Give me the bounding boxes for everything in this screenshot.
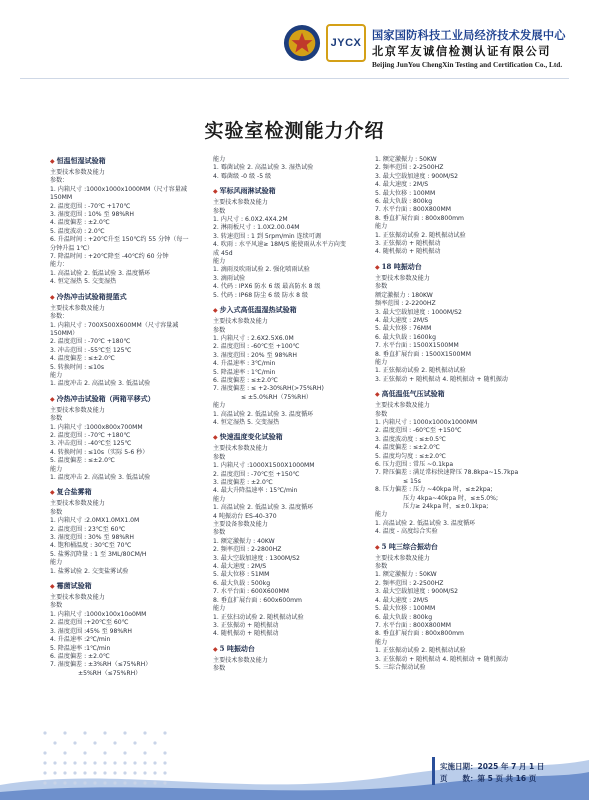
decor-dot bbox=[83, 781, 86, 784]
spec-line: 4. 升温速率 :2℃/min bbox=[50, 636, 111, 644]
diamond-bullet-icon: ◆ bbox=[375, 263, 380, 271]
spec-line: 2. 温度范围 : -70℃ +180℃ bbox=[50, 431, 131, 439]
spec-line: 8. 垂直扩展台面 : 1500X1500MM bbox=[375, 350, 471, 358]
spec-line: 7. 湿度偏差 : ≤ +2-30%RH(>75%RH) bbox=[213, 385, 324, 393]
org-name-line1: 国家国防科技工业局经济技术发展中心 bbox=[372, 29, 566, 42]
spec-line: 5. 最大位移 : 76MM bbox=[375, 325, 432, 333]
section-title-text: 高低温低气压试验箱 bbox=[381, 389, 445, 399]
decor-dot bbox=[43, 781, 46, 784]
diamond-bullet-icon: ◆ bbox=[213, 188, 218, 196]
spec-line: 1. 额定激振力 : 50KW bbox=[375, 571, 437, 579]
spec-line: 2. 温度范围 : -70℃ +180℃ bbox=[50, 338, 131, 346]
spec-line: 分钟升温 1℃） bbox=[50, 244, 94, 252]
decor-dot bbox=[83, 771, 86, 774]
section-title-text: 快速温度变化试验箱 bbox=[219, 432, 283, 442]
decor-dot bbox=[53, 761, 56, 764]
section-title bbox=[213, 186, 373, 197]
spec-line: 4. 最大升降温速率 : 15℃/min bbox=[213, 487, 298, 495]
decor-dot bbox=[93, 741, 96, 744]
spec-line: 额定激振力 : 180KW bbox=[375, 291, 433, 299]
spec-line: 1. 正弦振动试验 2. 随机振动试验 bbox=[375, 231, 466, 239]
spec-line: 3. 最大空载加速度 : 1300M/S2 bbox=[213, 554, 300, 562]
equipment-section bbox=[375, 542, 545, 673]
decor-dot bbox=[63, 771, 66, 774]
page-title: 实验室检测能力介绍 bbox=[204, 120, 385, 142]
decor-dot bbox=[53, 771, 56, 774]
spec-line: 1. 高温试验 2. 低温试验 3. 温度循环 bbox=[375, 519, 476, 527]
section-title bbox=[213, 305, 373, 316]
decor-dot bbox=[113, 771, 116, 774]
spec-line: 7. 湿度偏差 : ±3%RH（≤75%RH） bbox=[50, 661, 152, 669]
spec-line: 3. 最大空载加速度 : 900M/S2 bbox=[375, 172, 459, 180]
diamond-bullet-icon: ◆ bbox=[213, 307, 218, 315]
section-title-text: 5 吨振动台 bbox=[219, 643, 255, 653]
spec-line: 参数 bbox=[50, 508, 63, 516]
decor-dot bbox=[43, 761, 46, 764]
decor-dot bbox=[53, 781, 56, 784]
spec-line: 主要技术参数及能力 bbox=[213, 318, 268, 326]
spec-line: 150MM） bbox=[50, 329, 79, 337]
spec-line: 能力 bbox=[213, 605, 226, 613]
spec-line: 3. 湿度范围 : 30% 至 98%RH bbox=[50, 534, 134, 542]
decor-dot bbox=[153, 741, 156, 744]
spec-line: 6. 升温时间 : +20℃升至 150℃约 55 分钟（每一 bbox=[50, 236, 189, 244]
spec-line: 4. 吹雨 : 水平风速≥ 18M/S 能使雨从水平方向变 bbox=[213, 241, 346, 249]
spec-line: 3. 冲击范围 : -55℃至 125℃ bbox=[50, 346, 132, 354]
org-name-line2: 北京军友诚信检测认证有限公司 bbox=[372, 45, 552, 58]
decor-dot bbox=[123, 761, 126, 764]
diamond-bullet-icon: ◆ bbox=[375, 391, 380, 399]
decor-dot bbox=[73, 741, 76, 744]
spec-line: 参数： bbox=[50, 313, 69, 321]
decor-dot bbox=[143, 731, 146, 734]
spec-line: 8. 压力偏差 : 压力 ~40kpa 时，≤±2kpa; bbox=[375, 486, 493, 494]
spec-line: 能力 bbox=[375, 358, 388, 366]
spec-line: 2. 频率范围 : 2-2500HZ bbox=[375, 164, 444, 172]
spec-line: 能力 bbox=[213, 495, 226, 503]
spec-line: 主要技术参数及能力 bbox=[213, 199, 268, 207]
spec-line: 主要技术参数及能力 bbox=[50, 406, 105, 414]
spec-line: 能力 bbox=[213, 402, 226, 410]
diamond-bullet-icon: ◆ bbox=[213, 434, 218, 442]
spec-line: 参数 bbox=[50, 602, 63, 610]
decor-dot bbox=[133, 771, 136, 774]
logo-text: JYCX bbox=[330, 37, 362, 49]
decor-dot bbox=[143, 761, 146, 764]
diamond-bullet-icon: ◆ bbox=[50, 583, 55, 591]
spec-line: 8. 垂直扩展台面 : 600x600mm bbox=[213, 596, 302, 604]
page-count bbox=[440, 773, 536, 784]
spec-line: ≤ 15s bbox=[403, 477, 421, 485]
spec-line: 4. 最大速度 : 2M/S bbox=[375, 316, 429, 324]
spec-line: 1. 高温试验 2. 低温试验 3. 温度循环 bbox=[213, 410, 314, 418]
spec-line: 7. 水平台面 : 800X800MM bbox=[375, 206, 452, 214]
decor-dot bbox=[83, 731, 86, 734]
section-title bbox=[375, 542, 545, 553]
spec-line: 150MM bbox=[50, 194, 73, 202]
spec-line: 5. 最大位移 : 100MM bbox=[375, 189, 436, 197]
spec-line: 2. 温度范围 : -70℃ +170℃ bbox=[50, 202, 131, 210]
diamond-bullet-icon: ◆ bbox=[375, 543, 380, 551]
section-title-text: 步入式高低温湿热试验箱 bbox=[219, 305, 297, 315]
spec-line: 4. 随机振动 + 随机振动 bbox=[375, 248, 441, 256]
equipment-section bbox=[375, 156, 545, 257]
spec-line: 1. 滴雨及吹雨试验 2. 强化喷雨试验 bbox=[213, 266, 310, 274]
spec-line: 1. 正弦扫动试验 2. 随机振动试验 bbox=[213, 613, 304, 621]
decor-dot bbox=[143, 751, 146, 754]
column-left bbox=[50, 156, 208, 683]
spec-line: 能力： bbox=[50, 261, 69, 269]
spec-line: 3. 湿度范围 :45% 至 98%RH bbox=[50, 627, 132, 635]
implementation-date bbox=[440, 761, 544, 772]
spec-line: 3. 正弦振动 + 随机振动 bbox=[213, 621, 279, 629]
section-title bbox=[375, 389, 545, 400]
section-title-text: 霉菌试验箱 bbox=[56, 581, 92, 591]
decor-dot bbox=[163, 751, 166, 754]
equipment-section bbox=[213, 305, 373, 427]
equipment-section bbox=[50, 487, 208, 576]
decor-dot bbox=[123, 731, 126, 734]
spec-line: 3. 温度偏差 : ±2.0℃ bbox=[213, 479, 273, 486]
section-title bbox=[50, 156, 208, 167]
decor-dot bbox=[113, 741, 116, 744]
spec-line: 参数 bbox=[375, 283, 388, 291]
section-title bbox=[375, 262, 545, 273]
diamond-bullet-icon: ◆ bbox=[50, 293, 55, 301]
decor-dot bbox=[103, 781, 106, 784]
spec-line: 6. 最大负载 : 800kg bbox=[375, 198, 433, 206]
spec-line: 主要设备参数及能力 bbox=[213, 521, 268, 529]
spec-line: 4. 最大速度 : 2M/S bbox=[375, 596, 429, 604]
equipment-section bbox=[213, 644, 373, 674]
decor-dot bbox=[53, 741, 56, 744]
decor-dot bbox=[63, 731, 66, 734]
decor-dot bbox=[83, 761, 86, 764]
decor-dot bbox=[73, 771, 76, 774]
section-title bbox=[50, 394, 208, 405]
decor-dot bbox=[113, 761, 116, 764]
decor-dot bbox=[133, 761, 136, 764]
spec-line: 1. 高温试验 2. 低温试验 3. 温度循环 bbox=[50, 269, 151, 277]
spec-line: 1. 温度冲击 2. 高温试验 3. 低温试验 bbox=[50, 380, 151, 388]
spec-line: 4. 转换时间 : ≤10s（实际 5-6 秒） bbox=[50, 448, 149, 456]
page-label: 页 数： bbox=[440, 774, 478, 783]
spec-line: 参数 bbox=[50, 415, 63, 423]
decor-dot bbox=[163, 731, 166, 734]
spec-line: 1. 盐雾试验 2. 交变盐雾试验 bbox=[50, 567, 129, 575]
decor-dot bbox=[93, 761, 96, 764]
decor-dot bbox=[63, 751, 66, 754]
spec-line: 5. 温度均匀度 : ≤±2.0℃ bbox=[375, 452, 446, 460]
section-title-text: 18 吨振动台 bbox=[381, 261, 422, 271]
decor-dot bbox=[43, 731, 46, 734]
decor-dot bbox=[153, 771, 156, 774]
spec-line: 4. 霉菌级 -0 级 -5 级 bbox=[213, 172, 272, 180]
org-name-english: Beijing JunYou ChengXin Testing and Certification Co., Ltd. bbox=[372, 60, 563, 69]
decor-dot bbox=[163, 781, 166, 784]
spec-line: 参数 bbox=[213, 326, 226, 334]
spec-line: 成 45d bbox=[213, 249, 233, 257]
section-title-text: 冷热冲击试验箱（两箱平移式） bbox=[56, 393, 155, 403]
spec-line: 能力 bbox=[213, 156, 226, 163]
spec-line: 5. 降温速率 :1℃/min bbox=[50, 644, 111, 652]
spec-line: 5. 降温速率 : 1℃/min bbox=[213, 368, 276, 376]
column-right bbox=[375, 156, 545, 677]
spec-line: 6. 压力范围 : 常压 ~0.1kpa bbox=[375, 461, 454, 468]
date-label: 实施日期： bbox=[440, 762, 478, 771]
decor-dot bbox=[143, 771, 146, 774]
spec-line: 能力 bbox=[375, 223, 388, 231]
decor-dot bbox=[133, 781, 136, 784]
spec-line: 能力 bbox=[375, 638, 388, 646]
decor-dot bbox=[103, 761, 106, 764]
spec-line: 1. 霉菌试验 2. 高温试验 3. 湿热试验 bbox=[213, 164, 314, 172]
section-title-text: 复合盐雾箱 bbox=[56, 487, 92, 497]
spec-line: 7. 水平台面 : 800X800MM bbox=[375, 621, 452, 629]
dot-pattern-decoration bbox=[40, 728, 170, 788]
spec-line: 4. 代码 : IPX6 防水 6 级 最高防水 8 级 bbox=[213, 283, 321, 291]
equipment-section bbox=[50, 292, 208, 389]
spec-line: 1. 内箱尺寸 : 2.6X2.5X6.0M bbox=[213, 334, 294, 342]
section-title bbox=[50, 292, 208, 303]
section-title-text: 军标风雨淋试验箱 bbox=[219, 186, 276, 196]
equipment-section bbox=[375, 389, 545, 537]
decor-dot bbox=[63, 761, 66, 764]
spec-line: ≤ ±5.0%RH（75%RH） bbox=[241, 393, 312, 401]
decor-dot bbox=[103, 751, 106, 754]
equipment-section bbox=[50, 581, 208, 678]
spec-line: 2. 频率范围 : 2-2800HZ bbox=[213, 546, 282, 554]
spec-line: 参数 bbox=[213, 207, 226, 215]
spec-line: 6. 最大负载 : 500kg bbox=[213, 579, 271, 587]
spec-line: 5. 最大位移 : 51MM bbox=[213, 571, 270, 579]
spec-line: 1. 正弦振动试验 2. 随机振动试验 bbox=[375, 647, 466, 655]
section-title-text: 恒温恒湿试验箱 bbox=[56, 156, 106, 165]
spec-line: 能力 bbox=[375, 511, 388, 519]
spec-line: 8. 垂直扩展台面 : 800x800mm bbox=[375, 630, 464, 638]
diamond-bullet-icon: ◆ bbox=[50, 158, 55, 165]
spec-line: 3. 最大空载加速度 : 1000M/S2 bbox=[375, 308, 462, 316]
spec-line: 2. 温度范围 : -70℃至 +150℃ bbox=[213, 470, 300, 478]
spec-line: 参数 bbox=[213, 453, 226, 461]
spec-line: 4. 升温速率 : 3℃/min bbox=[213, 360, 276, 368]
section-title bbox=[213, 644, 373, 655]
decor-dot bbox=[103, 731, 106, 734]
spec-line: 6. 温度偏差 : ±2.0℃ bbox=[50, 652, 110, 660]
spec-line: 2. 淋雨板尺寸 : 1.0X2.00.04M bbox=[213, 224, 300, 232]
spec-line: 3. 正弦振动 + 随机振动 4. 随机振动 + 随机振动 bbox=[375, 375, 508, 383]
spec-line: 3. 正弦振动 + 随机振动 4. 随机振动 + 随机振动 bbox=[375, 655, 508, 663]
spec-line: 主要技术参数及能力 bbox=[213, 656, 268, 664]
spec-line: 主要技术参数及能力 bbox=[375, 274, 430, 282]
page-value: 第 5 页 共 16 页 bbox=[477, 774, 537, 783]
equipment-section bbox=[50, 394, 208, 483]
section-title bbox=[50, 487, 208, 498]
spec-line: 1. 高温试验 2. 低温试验 3. 温度循环 bbox=[213, 504, 314, 512]
decor-dot bbox=[83, 751, 86, 754]
header-divider bbox=[20, 78, 569, 79]
spec-line: 4. 恒定湿热 5. 交变湿热 bbox=[50, 278, 117, 286]
spec-line: 压力 4kpa~40kpa 时，≤±5.0%; bbox=[403, 494, 498, 502]
spec-line: 4. 最大速度 : 2M/S bbox=[213, 563, 267, 571]
decor-dot bbox=[43, 771, 46, 774]
decor-dot bbox=[73, 761, 76, 764]
spec-line: 4. 最大速度 : 2M/S bbox=[375, 181, 429, 189]
spec-line: 1. 内箱尺寸 :1000x1000x1000MM（尺寸容量减 bbox=[50, 185, 187, 193]
spec-line: 4. 温度偏差 : ±2.0℃ bbox=[50, 219, 110, 227]
spec-line: 6. 最大负载 : 800kg bbox=[375, 613, 433, 621]
spec-line: 3. 冲击范围 : -40℃至 125℃ bbox=[50, 440, 132, 448]
equipment-section bbox=[213, 186, 373, 300]
spec-line: 5. 盐雾沉降量 : 1 至 3ML/80CM/H bbox=[50, 550, 147, 558]
spec-line: 2. 温度范围 : 23℃至 60℃ bbox=[50, 525, 126, 533]
decor-dot bbox=[93, 781, 96, 784]
spec-line: 主要技术参数及能力 bbox=[375, 402, 430, 410]
spec-line: 主要技术参数及能力 bbox=[50, 304, 105, 312]
spec-line: 7. 降压偏差 : 满足常标快速降压 78.8kpa~15.7kpa bbox=[375, 469, 519, 477]
spec-line: 1. 内箱尺寸 :2.0MX1.0MX1.0M bbox=[50, 517, 140, 525]
spec-line: 能力 bbox=[50, 465, 63, 473]
spec-line: 5. 最大位移 : 100MM bbox=[375, 605, 436, 613]
section-title bbox=[50, 581, 208, 592]
spec-line: 3. 正弦振动 + 随机振动 bbox=[375, 240, 441, 248]
spec-line: 1. 额定激振力 : 40KW bbox=[213, 537, 275, 545]
decor-dot bbox=[163, 761, 166, 764]
decor-dot bbox=[163, 771, 166, 774]
spec-line: ±5%RH（≤75%RH） bbox=[78, 669, 142, 677]
header bbox=[0, 0, 589, 78]
spec-line: 4. 温度偏差 : ≤±2.0℃ bbox=[375, 444, 440, 452]
spec-line: 1. 内尺寸 : 6.0X2.4X4.2M bbox=[213, 216, 288, 224]
decor-dot bbox=[113, 781, 116, 784]
spec-line: 1. 内箱尺寸 :1000x100x10o0MM bbox=[50, 610, 147, 618]
spec-line: 压力≥ 24kpa 时，≤±0.1kpa; bbox=[403, 503, 489, 511]
spec-line: 3. 转速范围 : 1 到 5rpm/min 连续可调 bbox=[213, 232, 321, 240]
spec-line: 1. 内箱尺寸 : 700X500X600MM（尺寸容量减 bbox=[50, 321, 179, 329]
spec-line: 参数 bbox=[213, 665, 226, 673]
decor-dot bbox=[93, 771, 96, 774]
spec-line: 能力 bbox=[50, 371, 63, 379]
spec-line: 4. 温度 - 高度综合实验 bbox=[375, 528, 438, 536]
spec-line: 6. 温度偏差 : ≤±2.0℃ bbox=[213, 376, 278, 384]
spec-line: 主要技术参数及能力 bbox=[50, 594, 105, 602]
spec-line: 1. 额定激振力 : 50KW bbox=[375, 156, 437, 163]
spec-line: 1. 内箱尺寸 :1000x800x700MM bbox=[50, 423, 143, 431]
spec-line: 5. 代码 : IP68 防尘 6 级 防水 8 级 bbox=[213, 291, 309, 299]
spec-line: 参数 bbox=[213, 529, 226, 537]
spec-line: 7. 降温时间 : +20℃降至 -40℃约 60 分钟 bbox=[50, 253, 169, 261]
spec-line: 3. 湿度范围 : 20% 至 98%RH bbox=[213, 351, 297, 359]
spec-line: 参数： bbox=[50, 177, 69, 185]
decor-dot bbox=[103, 771, 106, 774]
spec-line: 2. 温度范围 :+20℃至 60℃ bbox=[50, 619, 129, 627]
diamond-bullet-icon: ◆ bbox=[213, 645, 218, 653]
spec-line: 1. 正弦振动试验 2. 随机振动试验 bbox=[375, 367, 466, 375]
spec-line: 主要技术参数及能力 bbox=[50, 500, 105, 508]
spec-line: 主要技术参数及能力 bbox=[50, 169, 105, 176]
decor-dot bbox=[153, 781, 156, 784]
emblem-logo-icon bbox=[283, 24, 321, 62]
spec-line: 2. 频率范围 : 2-2500HZ bbox=[375, 579, 444, 587]
column-middle bbox=[213, 156, 373, 679]
spec-line: 3. 最大空载加速度 : 900M/S2 bbox=[375, 588, 459, 596]
decor-dot bbox=[123, 751, 126, 754]
spec-line: 4. 随机振动 + 随机振动 bbox=[213, 630, 279, 638]
spec-line: 8. 垂直扩展台面 : 800x800mm bbox=[375, 214, 464, 222]
spec-line: 7. 水平台面 : 1500X1500MM bbox=[375, 342, 459, 350]
decor-dot bbox=[123, 781, 126, 784]
spec-line: 2. 温度范围 : -60℃至 +150℃ bbox=[375, 427, 462, 435]
equipment-section bbox=[213, 432, 373, 638]
decor-dot bbox=[43, 751, 46, 754]
spec-line: 频率范围 : 2-2200HZ bbox=[375, 300, 436, 308]
spec-line: 能力 bbox=[213, 258, 226, 266]
decor-dot bbox=[133, 741, 136, 744]
diamond-bullet-icon: ◆ bbox=[50, 395, 55, 403]
spec-line: 6. 最大负载 : 1600kg bbox=[375, 333, 436, 341]
equipment-section bbox=[213, 156, 373, 181]
date-value: 2025 年 7 月 1 日 bbox=[477, 762, 545, 771]
spec-line: 5. 温度偏差 : ≤±2.0℃ bbox=[50, 457, 115, 465]
diamond-bullet-icon: ◆ bbox=[50, 489, 55, 497]
spec-line: 3. 温度波动度 : ≤±0.5℃ bbox=[375, 435, 446, 443]
spec-line: 5. 温度波动 : 2.0℃ bbox=[50, 227, 105, 235]
section-title-text: 冷热冲击试验箱提篮式 bbox=[56, 291, 127, 301]
spec-line: 4. 温度偏差 : ≤±2.0℃ bbox=[50, 355, 115, 363]
spec-line: 1. 温度冲击 2. 高温试验 3. 低温试验 bbox=[50, 474, 151, 481]
spec-line: 1. 内箱尺寸 :1000X1500X1000MM bbox=[213, 462, 315, 470]
spec-line: 4. 恒定湿热 5. 交变湿热 bbox=[213, 418, 280, 426]
footer-accent-bar bbox=[432, 757, 435, 785]
spec-line: 主要技术参数及能力 bbox=[375, 554, 430, 562]
spec-line: 5. 三综合振动试验 bbox=[375, 663, 426, 671]
spec-line: 4 吨振动台 ES-40-370 bbox=[213, 512, 277, 520]
spec-line: 参数 bbox=[375, 410, 388, 418]
section-title-text: 5 吨三综合振动台 bbox=[381, 541, 438, 551]
section-title bbox=[213, 432, 373, 443]
spec-line: 参数 bbox=[375, 563, 388, 571]
spec-line: 能力 bbox=[50, 559, 63, 567]
spec-line: 7. 水平台面 : 600X600MM bbox=[213, 588, 290, 596]
decor-dot bbox=[123, 771, 126, 774]
decor-dot bbox=[143, 781, 146, 784]
spec-line: 5. 转换时间 : ≤10s bbox=[50, 363, 105, 371]
decor-dot bbox=[73, 781, 76, 784]
spec-line: 3. 湿度范围 : 10% 至 98%RH bbox=[50, 211, 134, 219]
equipment-section bbox=[50, 156, 208, 287]
decor-dot bbox=[153, 761, 156, 764]
spec-line: 2. 温度范围 : -60℃至 +100℃ bbox=[213, 343, 300, 351]
decor-dot bbox=[63, 781, 66, 784]
spec-line: 1. 内箱尺寸 : 1000x1000x1000MM bbox=[375, 418, 478, 426]
spec-line: 主要技术参数及能力 bbox=[213, 445, 268, 453]
jycx-logo bbox=[326, 24, 366, 62]
spec-line: 3. 滴雨试验 bbox=[213, 274, 246, 282]
spec-line: 4. 饱和桶温度 : 30℃至 70℃ bbox=[50, 542, 132, 550]
equipment-section bbox=[375, 262, 545, 384]
